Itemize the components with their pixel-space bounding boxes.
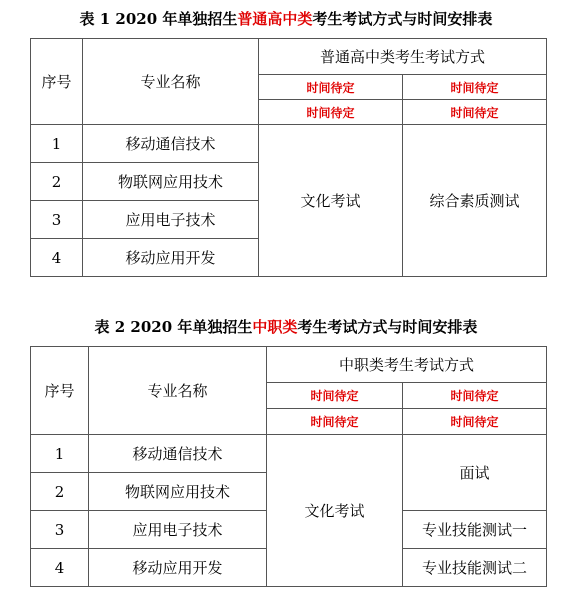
table1-exam-quality: 综合素质测试 [403,125,547,277]
table1-header-major: 专业名称 [83,39,259,125]
table1-time-pending: 时间待定 [403,75,547,100]
table1-title-suffix: 考生考试方式与时间安排表 [312,10,493,28]
row-no: 4 [31,239,83,277]
table1-title-prefix: 表 1 2020 年单独招生 [79,10,238,28]
row-no: 2 [31,163,83,201]
table1 [30,38,547,277]
row-major: 移动通信技术 [83,125,259,163]
table2-exam-skill1: 专业技能测试一 [403,511,547,549]
row-major: 移动应用开发 [89,549,267,587]
table2-exam-skill2: 专业技能测试二 [403,549,547,587]
table2-exam-interview: 面试 [403,435,547,511]
row-major: 物联网应用技术 [83,163,259,201]
table1-time-pending: 时间待定 [259,75,403,100]
row-no: 2 [31,473,89,511]
table1-time-pending: 时间待定 [259,100,403,125]
row-major: 移动应用开发 [83,239,259,277]
row-major: 应用电子技术 [83,201,259,239]
table1-exam-culture: 文化考试 [259,125,403,277]
table1-title-highlight: 普通高中类 [237,10,313,28]
table2-header-major: 专业名称 [89,347,267,435]
row-major: 移动通信技术 [89,435,267,473]
row-no: 4 [31,549,89,587]
table2-time-pending: 时间待定 [403,409,547,435]
table1-header-exam: 普通高中类考生考试方式 [259,39,547,75]
table2-title-prefix: 表 2 2020 年单独招生 [94,318,253,336]
table-row [31,435,547,473]
table2-title-highlight: 中职类 [252,318,298,336]
row-major: 应用电子技术 [89,511,267,549]
table-row [31,125,547,163]
table2-header-exam: 中职类考生考试方式 [267,347,547,383]
table2-time-pending: 时间待定 [403,383,547,409]
table1-title [0,8,572,29]
table2-exam-culture: 文化考试 [267,435,403,587]
table2-time-pending: 时间待定 [267,383,403,409]
table2 [30,346,547,587]
row-no: 3 [31,201,83,239]
table2-title-suffix: 考生考试方式与时间安排表 [297,318,478,336]
table2-header-no: 序号 [31,347,89,435]
row-no: 1 [31,125,83,163]
table1-time-pending: 时间待定 [403,100,547,125]
table2-time-pending: 时间待定 [267,409,403,435]
row-major: 物联网应用技术 [89,473,267,511]
row-no: 3 [31,511,89,549]
table2-title [0,316,572,337]
row-no: 1 [31,435,89,473]
table1-header-no: 序号 [31,39,83,125]
